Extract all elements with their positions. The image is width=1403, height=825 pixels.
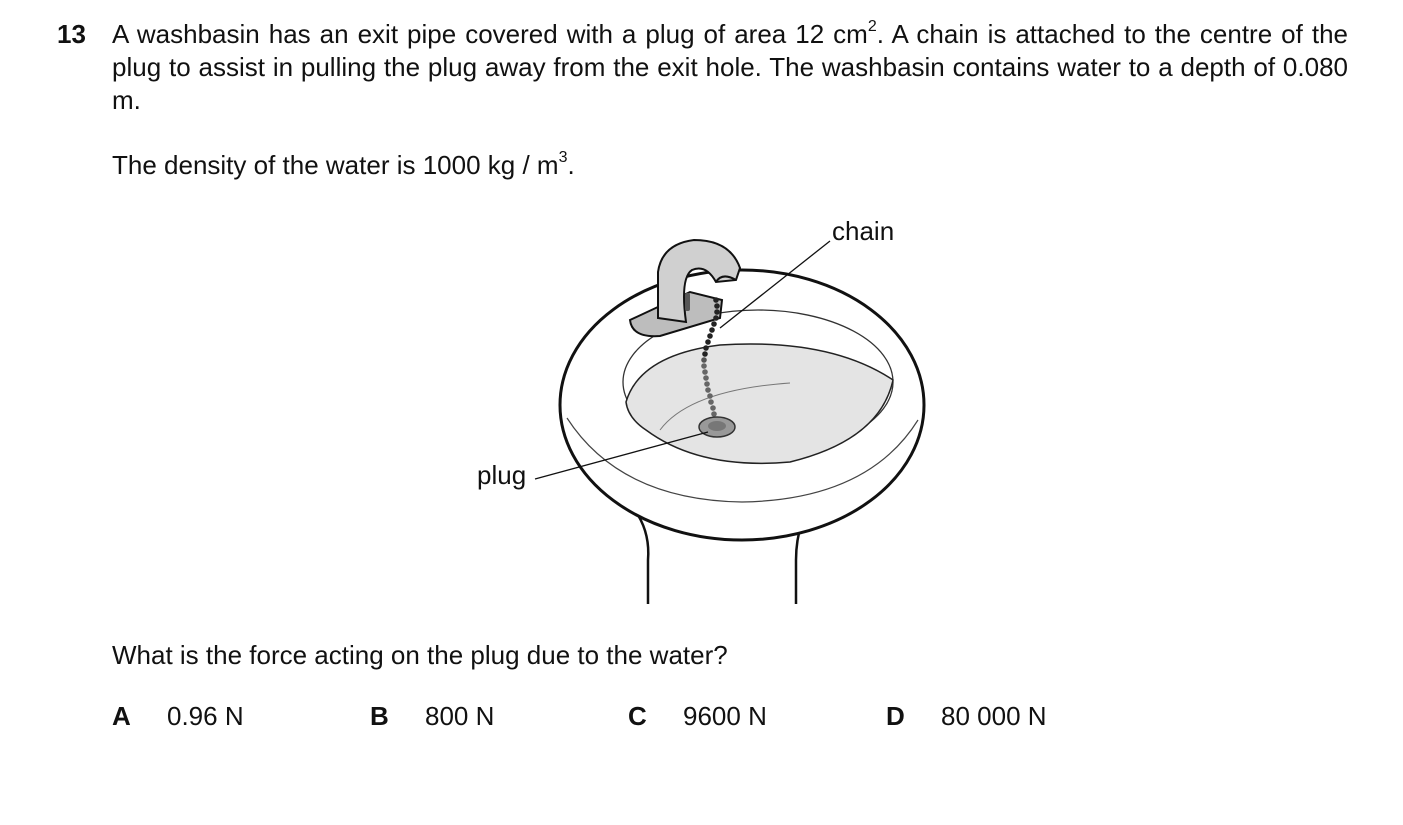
- option-a-letter: A: [112, 701, 131, 731]
- plug: [699, 417, 735, 437]
- option-a-value: 0.96 N: [167, 701, 244, 731]
- option-b-letter: B: [370, 701, 389, 731]
- plug-label: plug: [477, 460, 527, 490]
- question-number: 13: [57, 19, 86, 49]
- stem-superscript: 2: [867, 18, 877, 36]
- density-text-1: The density of the water is 1000 kg / m: [112, 150, 559, 180]
- density-text-2: .: [567, 150, 575, 180]
- option-d-letter: D: [886, 701, 905, 731]
- option-c-value: 9600 N: [683, 701, 767, 731]
- chain-label: chain: [832, 216, 895, 246]
- option-c-letter: C: [628, 701, 647, 731]
- stem-text-2: . A chain is attached to the centre of the plug to assist in pulling the plug away from the exit hole. The washbasin contains water to a depth of 0.080 m.: [112, 19, 1348, 115]
- question-prompt: What is the force acting on the plug due to the water?: [112, 640, 728, 670]
- option-b-value: 800 N: [425, 701, 495, 731]
- option-d-value: 80 000 N: [941, 701, 1047, 731]
- density-superscript: 3: [558, 149, 568, 167]
- stem-text-1: A washbasin has an exit pipe covered with a plug of area 12 cm: [112, 19, 868, 49]
